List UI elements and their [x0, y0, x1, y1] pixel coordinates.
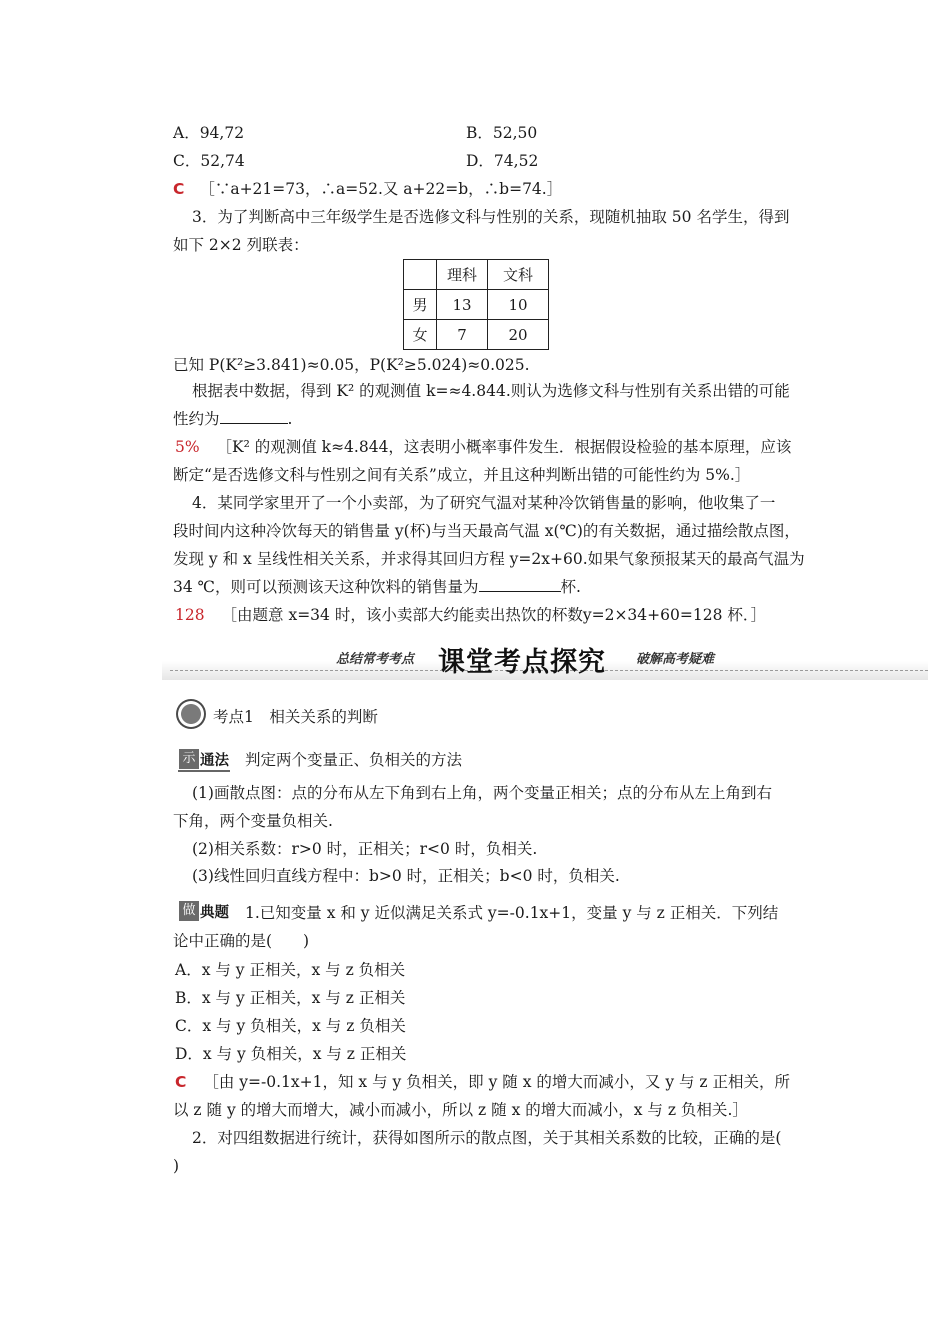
example-tag-icon: 做: [179, 901, 199, 921]
q3-answer-line1: [175, 437, 791, 457]
q4-line3: 发现 y 和 x 呈线性相关关系，并求得其回归方程 y=2x+60.如果气象预报某天的最高气温为: [173, 550, 805, 568]
q3-known: 已知 P(K²≥3.841)≈0.05，P(K²≥5.024)≈0.025.: [173, 356, 530, 374]
example-explanation-2: 以 z 随 y 的增大而增大，减小而减小，所以 z 随 x 的增大而减小，x 与 z 负相关.］: [173, 1101, 748, 1119]
q3-question-line2: [173, 409, 292, 429]
table-header-cell: 理科: [437, 260, 488, 290]
table-cell: 20: [488, 320, 549, 350]
table-row-label: 男: [404, 290, 437, 320]
answer-line: [173, 179, 562, 199]
q3-answer: 5%: [175, 438, 200, 456]
answer-blank: [220, 409, 288, 424]
answer-blank: [479, 577, 561, 592]
table-cell: 10: [488, 290, 549, 320]
q4-answer-line: [175, 605, 766, 625]
banner-right-text: 破解高考疑难: [636, 652, 715, 667]
example-explanation-1: ［由 y=-0.1x+1，知 x 与 y 负相关，即 y 随 x 的增大而减小，又 y 与 z 正相关，所: [203, 1073, 791, 1091]
option-a: A．94,72: [173, 124, 245, 142]
example-answer-letter: C: [175, 1073, 187, 1091]
q4-line2: 段时间内这种冷饮每天的销售量 y(杯)与当天最高气温 x(℃)的有关数据，通过描绘散点图，: [173, 522, 800, 540]
method-tag-icon: 示: [179, 749, 199, 769]
table-row: [404, 290, 549, 320]
option-c: C．52,74: [173, 152, 245, 170]
example-option-a: A．x 与 y 正相关，x 与 z 负相关: [175, 961, 406, 979]
option-b: B．52,50: [466, 124, 538, 142]
method-p1-line2: 下角，两个变量负相关.: [173, 812, 333, 830]
method-title: 判定两个变量正、负相关的方法: [245, 751, 463, 769]
example-stem-line2: 论中正确的是( ): [173, 932, 310, 950]
circle-bullet-icon: [176, 699, 206, 729]
q4-explanation: ［由题意 x=34 时，该小卖部大约能卖出热饮的杯数y=2×34+60=128 杯．］: [221, 606, 767, 624]
contingency-table: [403, 259, 549, 350]
q3-explanation-2: 断定“是否选修文科与性别之间有关系”成立，并且这种判断出错的可能性约为 5%.］: [173, 466, 751, 484]
q4-line4-text: 34 ℃，则可以预测该天这种饮料的销售量为: [173, 578, 479, 596]
example-stem-line1: 1.已知变量 x 和 y 近似满足关系式 y=-0.1x+1，变量 y 与 z 正相关．下列结: [245, 904, 779, 922]
method-p1-line1: (1)画散点图：点的分布从左下角到右上角，两个变量正相关；点的分布从左上角到右: [192, 784, 772, 802]
q5-line1: 2．对四组数据进行统计，获得如图所示的散点图，关于其相关系数的比较，正确的是(: [192, 1129, 782, 1147]
kaodian-heading: 考点1 相关关系的判断: [213, 708, 378, 726]
table-cell: 13: [437, 290, 488, 320]
q3-question-line1: 根据表中数据，得到 K² 的观测值 k=≈4.844.则认为选修文科与性别有关系出错的可能: [192, 382, 790, 400]
example-option-d: D．x 与 y 负相关，x 与 z 正相关: [175, 1045, 407, 1063]
option-d: D．74,52: [466, 152, 539, 170]
method-tag-word: 通法: [200, 753, 229, 769]
q4-line1: 4．某同学家里开了一个小卖部，为了研究气温对某种冷饮销售量的影响，他收集了一: [192, 494, 776, 512]
table-header-row: [404, 260, 549, 290]
example-tag-word: 典题: [200, 905, 229, 921]
q4-answer: 128: [175, 606, 205, 624]
q3-stem-line2: 如下 2×2 列联表：: [173, 236, 309, 254]
q3-explanation-1: ［K² 的观测值 k≈4.844，这表明小概率事件发生．根据假设检验的基本原理，应该: [216, 438, 792, 456]
table-cell: [404, 260, 437, 290]
q3-question-text: 性约为: [173, 410, 220, 428]
example-option-b: B．x 与 y 正相关，x 与 z 正相关: [175, 989, 406, 1007]
section-banner: [162, 638, 928, 680]
table-row-label: 女: [404, 320, 437, 350]
answer-explanation: ［∵a+21=73，∴a=52.又 a+22=b，∴b=74.］: [199, 180, 563, 198]
example-option-c: C．x 与 y 负相关，x 与 z 负相关: [175, 1017, 406, 1035]
banner-title: 课堂考点探究: [438, 647, 606, 678]
method-tag-underline: [178, 770, 230, 772]
q3-question-end: .: [287, 410, 293, 428]
table-cell: 7: [437, 320, 488, 350]
banner-left-text: 总结常考考点: [336, 652, 415, 667]
q4-line4-end: 杯.: [560, 578, 581, 596]
q4-line4: [173, 577, 581, 597]
table-row: [404, 320, 549, 350]
method-p3: (3)线性回归直线方程中：b>0 时，正相关；b<0 时，负相关.: [192, 867, 620, 885]
method-p2: (2)相关系数：r>0 时，正相关；r<0 时，负相关.: [192, 840, 538, 858]
example-answer-line: [175, 1072, 790, 1092]
answer-letter: C: [173, 180, 185, 198]
q3-stem-line1: 3．为了判断高中三年级学生是否选修文科与性别的关系，现随机抽取 50 名学生，得到: [192, 208, 790, 226]
table-header-cell: 文科: [488, 260, 549, 290]
q5-line2: ): [173, 1157, 180, 1175]
